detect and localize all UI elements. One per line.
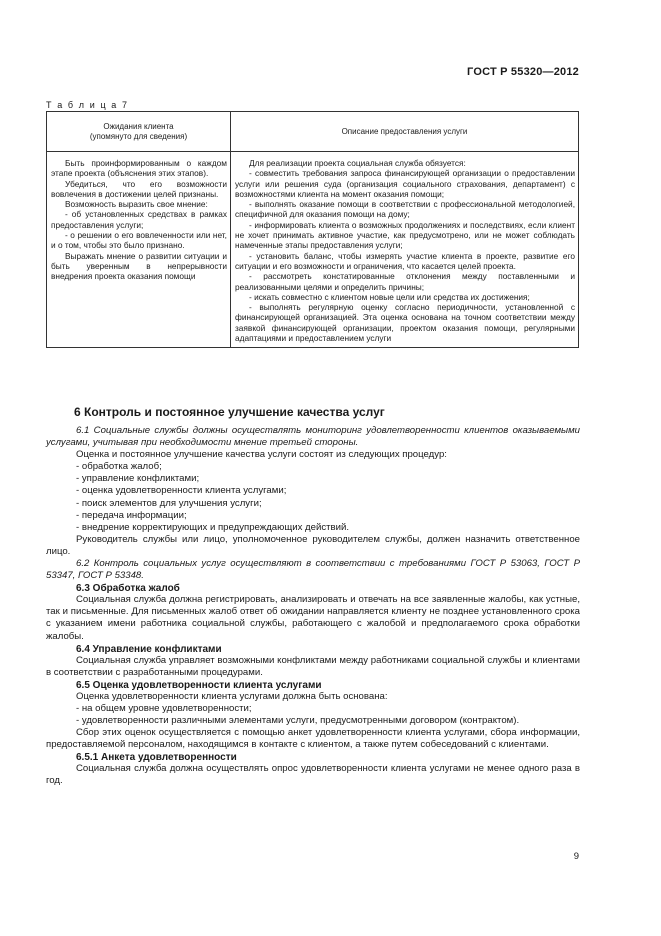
col1-header-note: (упомянуто для сведения) bbox=[89, 131, 188, 141]
col2-header: Описание предоставления услуги bbox=[231, 112, 579, 152]
paragraph-responsible: Руководитель службы или лицо, уполномоченное руководителем службы, должен назначить ответственное лицо. bbox=[46, 533, 580, 557]
list-item: Убедиться, что его возможности вовлечения в достижении целей признаны. bbox=[51, 178, 227, 199]
paragraph-6-1: 6.1 Социальные службы должны осуществлять мониторинг удовлетворенности клиентов оказываемыми услугами, учитывая при необходимости мнение третьей стороны. bbox=[46, 425, 580, 449]
section-6-heading: 6 Контроль и постоянное улучшение качества услуг bbox=[74, 405, 385, 419]
list-item: - выполнять регулярную оценку согласно периодичности, установленной с финансирующей организацией. Эта оценка основана на точном соответствии между заявкой финансирующей организации, проектом оказания помощи, регулярными адаптациями и предоставлением услуги bbox=[235, 302, 575, 344]
list-item: - об установленных средствах в рамках предоставления услуги; bbox=[51, 209, 227, 230]
standard-number: ГОСТ Р 55320—2012 bbox=[467, 66, 579, 78]
list-item: - установить баланс, чтобы измерять участие клиента в проекте, развитие его ситуации и его возможности и ограничения, что касается целей проекта. bbox=[235, 250, 575, 271]
section-6-4-heading: 6.4 Управление конфликтами bbox=[76, 643, 222, 655]
page-number: 9 bbox=[573, 851, 579, 862]
col1-header bbox=[47, 112, 231, 152]
list-item: - выполнять оказание помощи в соответствии с профессиональной методологией, специфичной для оказания помощи на дому; bbox=[235, 199, 575, 220]
table-header-row bbox=[47, 112, 579, 152]
paragraph-6-3: Социальная служба должна регистрировать, анализировать и отвечать на все заявленные жалобы, как устные, так и письменные. Для письменных жалоб ответ об ожидании направляется клиенту не позднее установленного срока с указанием имени работника социальной службы, работающего с жалобой и предполагаемого срока обработки жалобы. bbox=[46, 594, 580, 642]
list-item: - на общем уровне удовлетворенности; bbox=[76, 702, 252, 714]
table-row bbox=[47, 152, 579, 348]
list-item: - внедрение корректирующих и предупреждающих действий. bbox=[76, 521, 350, 533]
list-item: - передача информации; bbox=[76, 509, 187, 521]
paragraph-6-5: Оценка удовлетворенности клиента услугами должна быть основана: bbox=[76, 690, 388, 702]
col1-header-title: Ожидания клиента bbox=[103, 121, 174, 131]
table-caption: Т а б л и ц а 7 bbox=[46, 100, 129, 110]
paragraph-procedures: Оценка и постоянное улучшение качества услуги состоят из следующих процедур: bbox=[76, 449, 447, 461]
paragraph-6-5-collection: Сбор этих оценок осуществляется с помощью анкет удовлетворенности клиента услугами, сбора информации, предоставляемой персоналом, находящимся в контакте с клиентом, а также путем собеседований с клиентами. bbox=[46, 727, 580, 751]
list-item: - информировать клиента о возможных продолжениях и последствиях, если клиент не хочет принимать активное участие, как предусмотрено, или не может соблюдать намеченные этапы предоставления услуги; bbox=[235, 219, 575, 251]
list-item: Для реализации проекта социальная служба обязуется: bbox=[249, 158, 466, 168]
section-6-body bbox=[46, 405, 580, 787]
list-item: Быть проинформированным о каждом этапе проекта (объяснения этих этапов). bbox=[51, 158, 227, 179]
list-item: - рассмотреть констатированные отклонения между поставленными и реализованными целями и определить причины; bbox=[235, 271, 575, 292]
list-item: - удовлетворенности различными элементами услуги, предусмотренными договором (контрактом). bbox=[76, 714, 520, 726]
service-description-cell bbox=[231, 152, 579, 348]
section-6-5-1-heading: 6.5.1 Анкета удовлетворенности bbox=[76, 752, 237, 764]
list-item: - искать совместно с клиентом новые цели или средства их достижения; bbox=[249, 291, 530, 302]
expectations-table bbox=[46, 111, 579, 348]
list-item: - обработка жалоб; bbox=[76, 461, 162, 473]
section-6-3-heading: 6.3 Обработка жалоб bbox=[76, 583, 180, 595]
paragraph-6-4: Социальная служба управляет возможными конфликтами между работниками социальной службы и клиентами в соответствии с разработанными процедурами. bbox=[46, 654, 580, 678]
list-item: - управление конфликтами; bbox=[76, 473, 200, 485]
list-item: - поиск элементов для улучшения услуги; bbox=[76, 497, 262, 509]
list-item: - о решении о его вовлеченности или нет, и о том, чтобы это было признано. bbox=[51, 230, 227, 251]
list-item: - оценка удовлетворенности клиента услугами; bbox=[76, 485, 287, 497]
list-item: Выражать мнение о развитии ситуации и быть уверенным в непрерывности внедрения проекта оказания помощи bbox=[51, 250, 227, 282]
paragraph-6-5-1: Социальная служба должна осуществлять опрос удовлетворенности клиента услугами не менее одного раза в год. bbox=[46, 763, 580, 787]
client-expectations-cell bbox=[47, 152, 231, 348]
list-item: Возможность выразить свое мнение: bbox=[65, 199, 208, 210]
list-item: - совместить требования запроса финансирующей организации о предоставлении услуги или решения суда (организация социального страхования, департамент) с возможностями клиента на момент оказания помощи; bbox=[235, 168, 575, 199]
paragraph-6-2: 6.2 Контроль социальных услуг осуществляют в соответствии с требованиями ГОСТ Р 53063, ГОСТ Р 53347, ГОСТ Р 53348. bbox=[46, 558, 580, 582]
section-6-5-heading: 6.5 Оценка удовлетворенности клиента услугами bbox=[76, 679, 322, 691]
